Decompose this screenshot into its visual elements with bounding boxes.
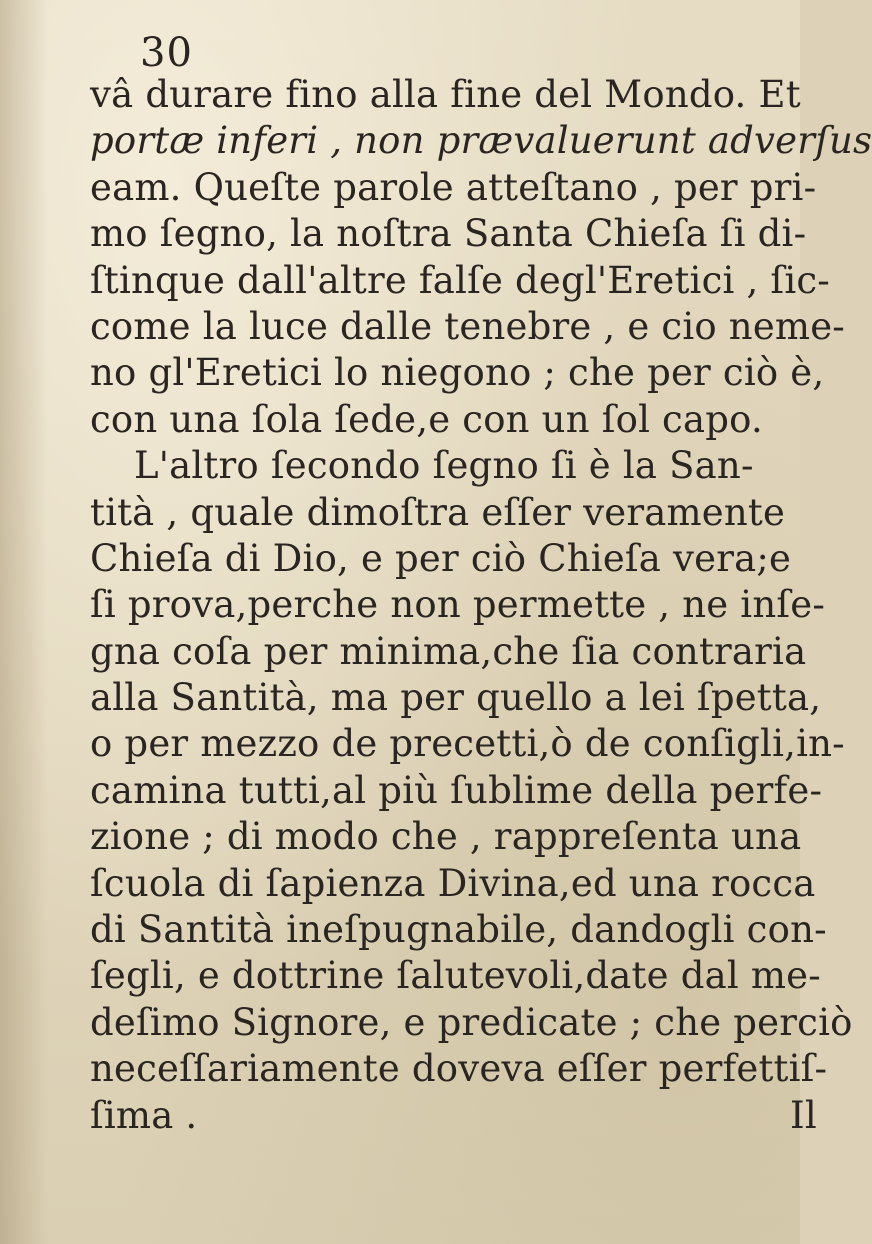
text-line-end: ſima . (90, 1093, 198, 1137)
paragraph-start-line: L'altro ſecondo ſegno ſi è la San- (134, 444, 754, 488)
text-line: neceſſariamente doveva eſſer perfettiſ- (90, 1047, 828, 1091)
text-line: zione ; di modo che , rappreſenta una (90, 815, 802, 859)
text-line: come la luce dalle tenebre , e cio neme- (90, 304, 846, 348)
text-line: con una ſola ſede,e con un ſol capo. (90, 397, 763, 441)
text-line: no gl'Eretici lo niegono ; che per ciò è, (90, 351, 825, 395)
last-text-line (90, 1093, 817, 1139)
text-line: ſegli, e dottrine ſalutevoli,date dal me- (90, 954, 821, 998)
catchword: Il (790, 1093, 817, 1137)
text-line: ſcuola di ſapienza Divina,ed una rocca (90, 861, 816, 905)
text-line: Chieſa di Dio, e per ciò Chieſa vera;e (90, 536, 792, 580)
page-shadow-edge (0, 0, 48, 1244)
text-line: eam. Queſte parole atteſtano , per pri- (90, 165, 817, 209)
page-number: 30 (140, 30, 193, 76)
text-line: ſi prova,perche non permette , ne inſe- (90, 583, 826, 627)
text-line: camina tutti,al più ſublime della perfe- (90, 768, 823, 812)
text-line: di Santità ineſpugnabile, dandogli con- (90, 908, 827, 952)
text-line: tità , quale dimoſtra eſſer veramente (90, 490, 786, 534)
text-body (90, 72, 872, 1139)
text-line: vâ durare fino alla fine del Mondo. Et (90, 73, 801, 116)
text-line: o per mezzo de precetti,ò de conſigli,in- (90, 722, 845, 766)
text-line: mo ſegno, la noſtra Santa Chieſa ſi di- (90, 212, 807, 256)
text-line: ſtinque dall'altre falſe degl'Eretici , ſic- (90, 258, 830, 302)
text-line: portæ inferi , non prævaluerunt adverſus (90, 119, 872, 163)
text-line: gna coſa per minima,che ſia contraria (90, 629, 807, 673)
text-line: alla Santità, ma per quello a lei ſpetta, (90, 676, 822, 720)
text-line: deſimo Signore, e predicate ; che perciò (90, 1000, 853, 1044)
